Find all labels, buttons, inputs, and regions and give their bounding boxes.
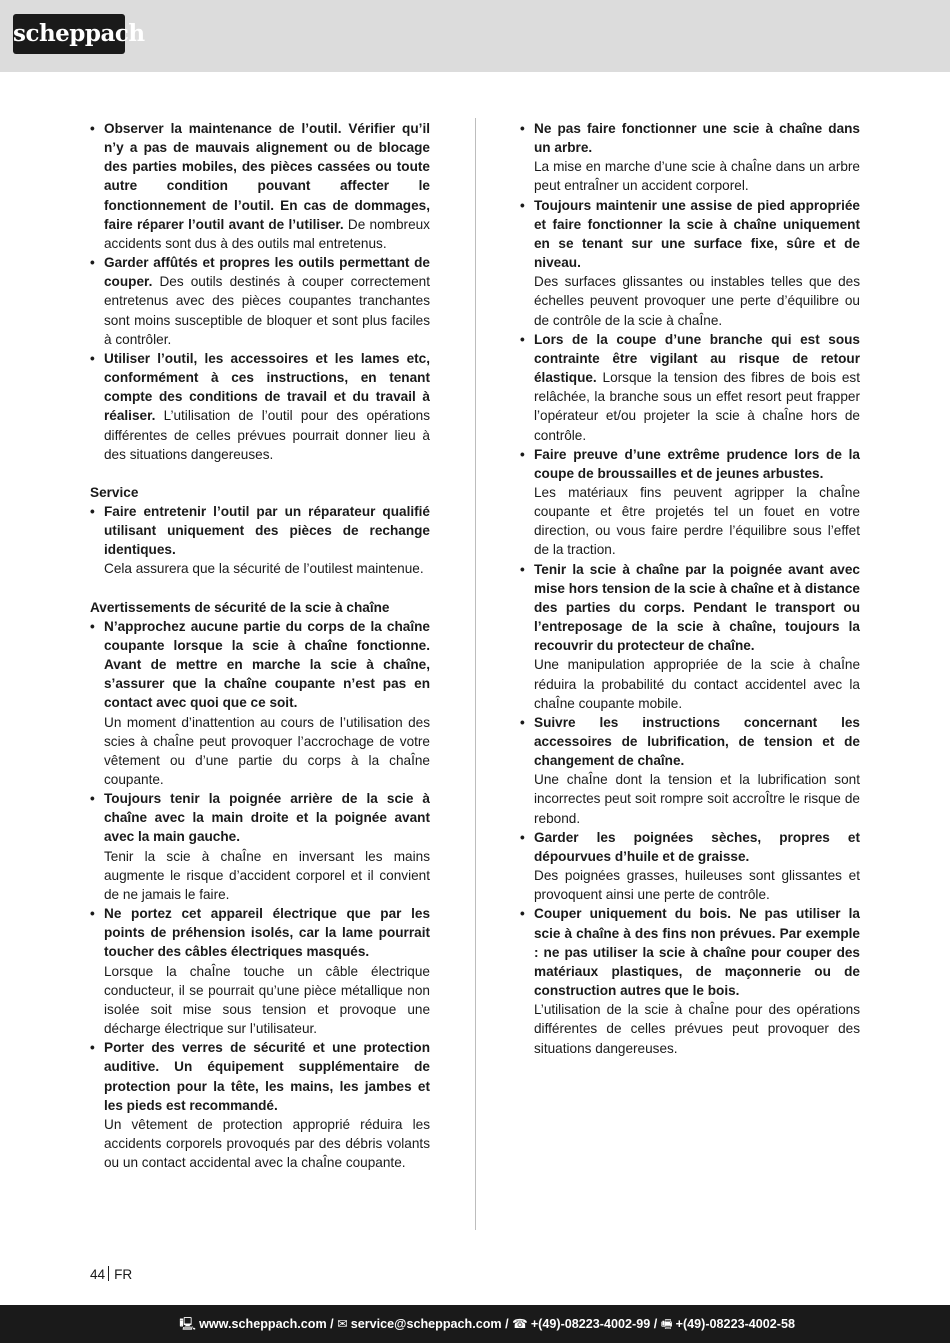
bullet-explanation: Une manipulation appropriée de la scie à chaÎne réduira la probabilité du contact accidentel avec la chaÎne coupante mobile. bbox=[534, 657, 860, 711]
bullet-item bbox=[90, 502, 430, 559]
page-language: FR bbox=[114, 1267, 133, 1282]
page-number-separator bbox=[108, 1266, 109, 1281]
bullet-icon: • bbox=[90, 906, 95, 922]
footer-separator: / bbox=[650, 1317, 661, 1331]
bullet-bold-text: Tenir la scie à chaîne par la poignée avant avec mise hors tension de la scie à chaîne et à distance des parties du corps. Pendant le transport ou l’entreposage de la scie à chaîne, toujours la recouvrir du protecteur de chaîne. bbox=[534, 561, 860, 654]
bullet-icon: • bbox=[520, 197, 525, 213]
bullet-explanation: Un vêtement de protection approprié réduira les accidents corporels provoqués par des débris volants ou un contact accidental avec la chaÎne coupante. bbox=[104, 1116, 430, 1171]
bullet-bold-text: Suivre les instructions concernant les accessoires de lubrification, de tension et de changement de chaîne. bbox=[534, 714, 860, 769]
bullet-item bbox=[90, 1038, 430, 1115]
bullet-explanation: Un moment d’inattention au cours de l’utilisation des scies à chaÎne peut provoquer l’accrochage de votre vêtement ou d’une partie du corps à la chaÎne coupante. bbox=[104, 714, 430, 787]
bullet-explanation: Cela assurera que la sécurité de l’outilest maintenue. bbox=[104, 561, 424, 577]
footer-website[interactable]: www.scheppach.com bbox=[199, 1317, 327, 1331]
page-number-value: 44 bbox=[90, 1267, 106, 1282]
bullet-bold-text: Lors de la coupe d’une branche qui est sous contrainte être vigilant au risque de retour élastique. bbox=[534, 331, 860, 386]
bullet-item bbox=[90, 789, 430, 846]
bullet-icon: • bbox=[520, 121, 525, 136]
bullet-item bbox=[520, 119, 860, 157]
bullet-item bbox=[520, 828, 860, 866]
bullet-item bbox=[520, 196, 860, 273]
bullet-bold-text: Porter des verres de sécurité et une protection auditive. Un équipement supplémentaire de protection pour la tête, les mains, les jambes et les pieds est recommandé. bbox=[104, 1040, 430, 1113]
bullet-bold-text: Ne portez cet appareil électrique que par les points de préhension isolés, car la lame pourrait toucher des câbles électriques masqués. bbox=[104, 906, 430, 960]
bullet-item bbox=[90, 617, 430, 713]
section-heading: Service bbox=[90, 484, 139, 500]
bullet-icon: • bbox=[90, 1040, 95, 1056]
brand-logo: scheppach bbox=[13, 14, 125, 54]
mail-icon: ✉ bbox=[337, 1317, 348, 1331]
bullet-explanation: Tenir la scie à chaÎne en inversant les mains augmente le risque d’accident corporel et il convient de ne jamais le faire. bbox=[104, 848, 430, 902]
bullet-item bbox=[520, 445, 860, 483]
bullet-icon: • bbox=[520, 714, 525, 730]
bullet-item bbox=[520, 560, 860, 656]
bullet-bold-text: Couper uniquement du bois. Ne pas utiliser la scie à chaîne à des fins non prévues. Par exemple : ne pas utiliser la scie à chaîne pour couper des matériaux plastiques, de maçonnerie ou de construction autres que le bois. bbox=[534, 906, 860, 999]
bullet-bold-text: Toujours maintenir une assise de pied appropriée et faire fonctionner la scie à chaîne uniquement en se tenant sur une surface fixe, sûre et de niveau. bbox=[534, 197, 860, 271]
bullet-explanation: Lorsque la chaÎne touche un câble électrique conducteur, il se pourrait qu’une pièce métallique non isolée soit mise sous tension et provoque une décharge électrique sur l’utilisateur. bbox=[104, 963, 430, 1037]
bullet-explanation: Une chaÎne dont la tension et la lubrification sont incorrectes peut soit rompre soit accroÎtre le risque de rebond. bbox=[534, 772, 860, 826]
bullet-icon: • bbox=[520, 331, 525, 347]
bullet-icon: • bbox=[90, 618, 95, 634]
bullet-normal-text: L’utilisation de l’outil pour des opérations différentes de celles prévues pourrait donner lieu à des situations dangereuses. bbox=[104, 408, 430, 462]
page-number bbox=[90, 1266, 132, 1282]
computer-icon: 🖳 bbox=[179, 1317, 197, 1331]
bullet-explanation: L’utilisation de la scie à chaÎne pour des opérations différentes de celles prévues peut provoquer des situations dangereuses. bbox=[534, 1002, 860, 1056]
bullet-explanation: La mise en marche d’une scie à chaÎne dans un arbre peut entraÎner un accident corporel. bbox=[534, 159, 860, 194]
bullet-icon: • bbox=[90, 121, 95, 136]
footer-email[interactable]: service@scheppach.com bbox=[350, 1317, 502, 1331]
bullet-icon: • bbox=[90, 350, 95, 366]
bullet-bold-text: Toujours tenir la poignée arrière de la scie à chaîne avec la main droite et la poignée avant avec la main gauche. bbox=[104, 791, 430, 845]
bullet-item bbox=[90, 349, 430, 464]
bullet-bold-text: Observer la maintenance de l’outil. Vérifier qu’il n’y a pas de mauvais alignement ou de blocage des parties mobiles, des pièces cassées ou toute autre condition pouvant affecter le fonctionnement de l’outil. En cas de dommages, faire réparer l’outil avant de l’utiliser. bbox=[104, 121, 430, 232]
footer-bar bbox=[0, 1305, 950, 1343]
right-column bbox=[520, 119, 860, 1058]
bullet-explanation: Des surfaces glissantes ou instables telles que des échelles peuvent provoquer une perte d’équilibre ou de contrôle de la scie à chaÎne. bbox=[534, 274, 860, 328]
bullet-explanation: Les matériaux fins peuvent agripper la chaÎne coupante et être projetés tel un fouet en votre direction, ou vous faire perdre l’équilibre sous l’effet de la traction. bbox=[534, 484, 860, 558]
bullet-item bbox=[520, 330, 860, 445]
bullet-bold-text: Garder les poignées sèches, propres et dépourvues d’huile et de graisse. bbox=[534, 829, 860, 864]
bullet-icon: • bbox=[90, 503, 95, 519]
section-heading: Avertissements de sécurité de la scie à chaîne bbox=[90, 599, 390, 615]
bullet-explanation: Des poignées grasses, huileuses sont glissantes et provoquent ainsi une perte de contrôle. bbox=[534, 868, 860, 903]
bullet-item bbox=[90, 904, 430, 961]
bullet-normal-text: Des outils destinés à couper correctement entretenus avec des pièces coupantes tranchantes sont moins susceptible de bloquer et sont plus faciles à contrôler. bbox=[104, 274, 430, 347]
bullet-icon: • bbox=[90, 255, 95, 271]
footer-separator: / bbox=[326, 1317, 338, 1331]
column-divider bbox=[475, 118, 476, 1230]
left-column bbox=[90, 119, 430, 1172]
footer-contacts bbox=[179, 1305, 795, 1343]
bullet-item bbox=[90, 119, 430, 253]
bullet-item bbox=[520, 904, 860, 1000]
bullet-bold-text: Faire entretenir l’outil par un réparateur qualifié utilisant uniquement des pièces de rechange identiques. bbox=[104, 503, 430, 558]
header-bar bbox=[0, 0, 950, 72]
bullet-icon: • bbox=[520, 829, 525, 845]
footer-separator: / bbox=[501, 1317, 513, 1331]
bullet-item bbox=[520, 713, 860, 770]
bullet-item bbox=[90, 253, 430, 349]
phone-icon: ☎ bbox=[512, 1317, 528, 1331]
fax-icon: 🖷 bbox=[660, 1317, 673, 1331]
bullet-normal-text: De nombreux accidents sont dus à des outils mal entretenus. bbox=[104, 216, 430, 251]
footer-fax: +(49)-08223-4002-58 bbox=[675, 1317, 795, 1331]
bullet-bold-text: N’approchez aucune partie du corps de la chaîne coupante lorsque la scie à chaîne fonctionne. Avant de mettre en marche la scie à chaîne, s’assurer que la chaîne coupante n’est pas en contact avec quoi que ce soit. bbox=[104, 618, 430, 711]
bullet-bold-text: Garder affûtés et propres les outils permettant de couper. bbox=[104, 255, 430, 290]
bullet-bold-text: Faire preuve d’une extrême prudence lors de la coupe de broussailles et de jeunes arbustes. bbox=[534, 446, 860, 481]
bullet-bold-text: Utiliser l’outil, les accessoires et les lames etc, conformément à ces instructions, en tenant compte des conditions de travail et du travail à réaliser. bbox=[104, 350, 430, 424]
footer-phone: +(49)-08223-4002-99 bbox=[530, 1317, 651, 1331]
bullet-bold-text: Ne pas faire fonctionner une scie à chaîne dans un arbre. bbox=[534, 121, 860, 156]
bullet-icon: • bbox=[520, 561, 525, 577]
bullet-icon: • bbox=[520, 446, 525, 462]
bullet-icon: • bbox=[90, 791, 95, 807]
bullet-normal-text: Lorsque la tension des fibres de bois est relâchée, la branche sous un effet resort peut frapper l’opérateur et/ou projeter la scie à chaÎne hors de contrôle. bbox=[534, 370, 860, 443]
bullet-icon: • bbox=[520, 906, 525, 922]
